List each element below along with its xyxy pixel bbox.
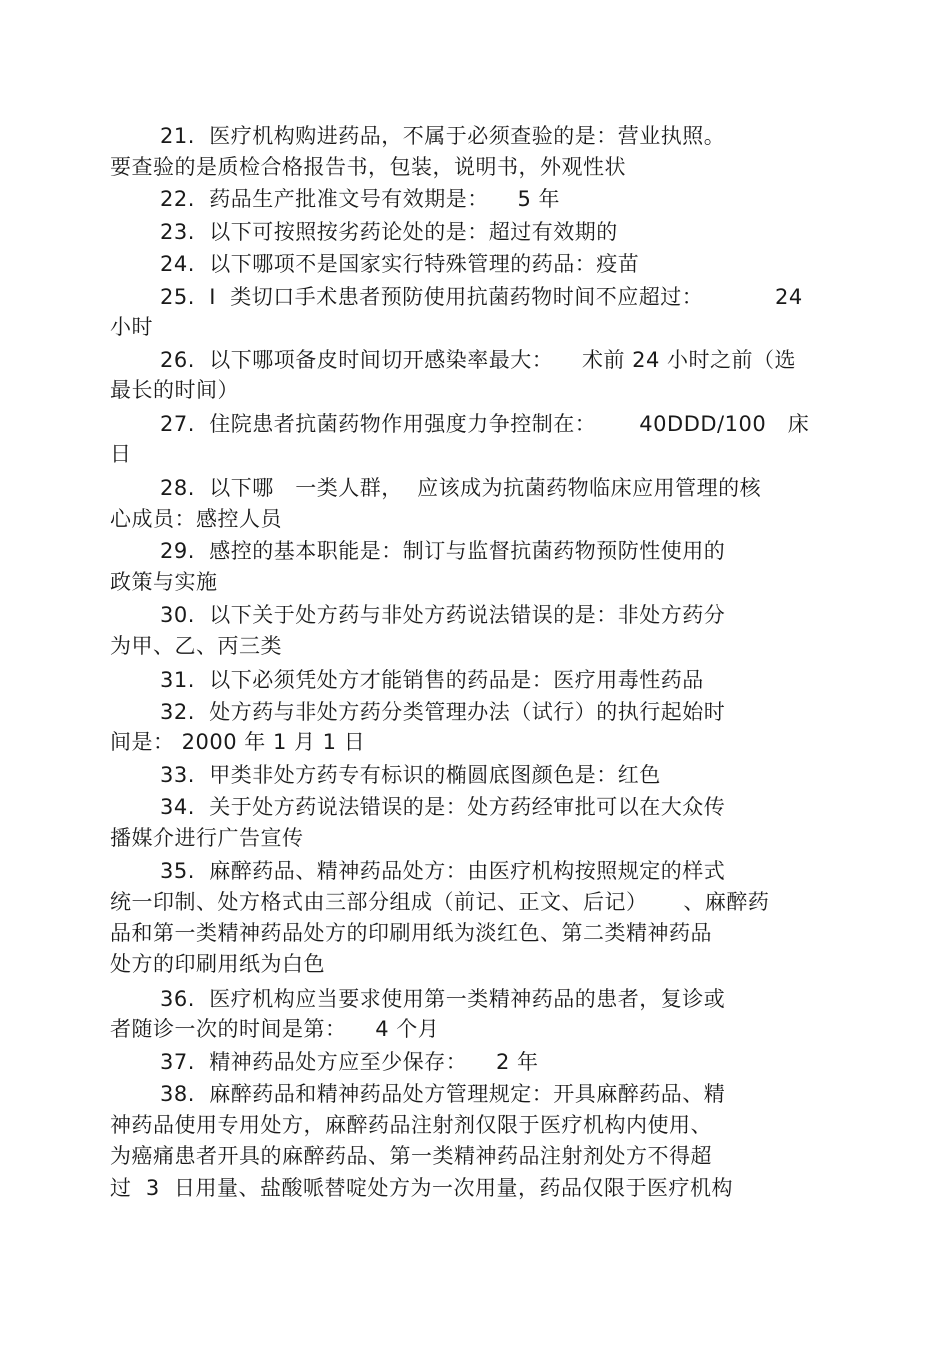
- text-line: 27. 住院患者抗菌药物作用强度力争控制在： 40DDD/100 床: [160, 412, 810, 436]
- text-line: 小时: [110, 315, 153, 339]
- text-line: 最长的时间）: [110, 378, 239, 402]
- text-line: 32. 处方药与非处方药分类管理办法（试行）的执行起始时: [160, 700, 726, 724]
- text-line: 25. I 类切口手术患者预防使用抗菌药物时间不应超过： 24: [160, 285, 803, 309]
- text-line: 38. 麻醉药品和精神药品处方管理规定：开具麻醉药品、精: [160, 1082, 726, 1106]
- text-line: 日: [110, 442, 132, 466]
- text-line: 心成员：感控人员: [110, 507, 282, 531]
- text-line: 者随诊一次的时间是第： 4 个月: [110, 1017, 440, 1041]
- text-line: 播媒介进行广告宣传: [110, 826, 304, 850]
- text-line: 34. 关于处方药说法错误的是：处方药经审批可以在大众传: [160, 795, 726, 819]
- text-line: 要查验的是质检合格报告书，包装，说明书，外观性状: [110, 155, 626, 179]
- text-line: 品和第一类精神药品处方的印刷用纸为淡红色、第二类精神药品: [110, 921, 712, 945]
- text-line: 33. 甲类非处方药专有标识的椭圆底图颜色是：红色: [160, 763, 661, 787]
- text-line: 神药品使用专用处方，麻醉药品注射剂仅限于医疗机构内使用、: [110, 1113, 712, 1137]
- text-line: 37. 精神药品处方应至少保存： 2 年: [160, 1050, 539, 1074]
- text-line: 28. 以下哪 一类人群， 应该成为抗菌药物临床应用管理的核: [160, 476, 762, 500]
- text-line: 政策与实施: [110, 570, 218, 594]
- text-line: 为甲、乙、丙三类: [110, 634, 282, 658]
- text-line: 为癌痛患者开具的麻醉药品、第一类精神药品注射剂处方不得超: [110, 1144, 712, 1168]
- text-line: 22. 药品生产批准文号有效期是： 5 年: [160, 187, 560, 211]
- text-line: 31. 以下必须凭处方才能销售的药品是：医疗用毒性药品: [160, 668, 704, 692]
- text-line: 处方的印刷用纸为白色: [110, 952, 325, 976]
- text-line: 29. 感控的基本职能是：制订与监督抗菌药物预防性使用的: [160, 539, 726, 563]
- text-line: 35. 麻醉药品、精神药品处方：由医疗机构按照规定的样式: [160, 859, 726, 883]
- text-line: 过 3 日用量、盐酸哌替啶处方为一次用量，药品仅限于医疗机构: [110, 1176, 734, 1200]
- text-line: 统一印制、处方格式由三部分组成（前记、正文、后记） 、麻醉药: [110, 890, 770, 914]
- text-line: 23. 以下可按照按劣药论处的是：超过有效期的: [160, 220, 618, 244]
- text-line: 26. 以下哪项备皮时间切开感染率最大： 术前 24 小时之前（选: [160, 348, 797, 372]
- text-line: 间是： 2000 年 1 月 1 日: [110, 730, 366, 754]
- text-line: 30. 以下关于处方药与非处方药说法错误的是：非处方药分: [160, 603, 726, 627]
- text-line: 21. 医疗机构购进药品，不属于必须查验的是：营业执照。: [160, 124, 726, 148]
- text-line: 24. 以下哪项不是国家实行特殊管理的药品：疫苗: [160, 252, 640, 276]
- text-line: 36. 医疗机构应当要求使用第一类精神药品的患者，复诊或: [160, 987, 726, 1011]
